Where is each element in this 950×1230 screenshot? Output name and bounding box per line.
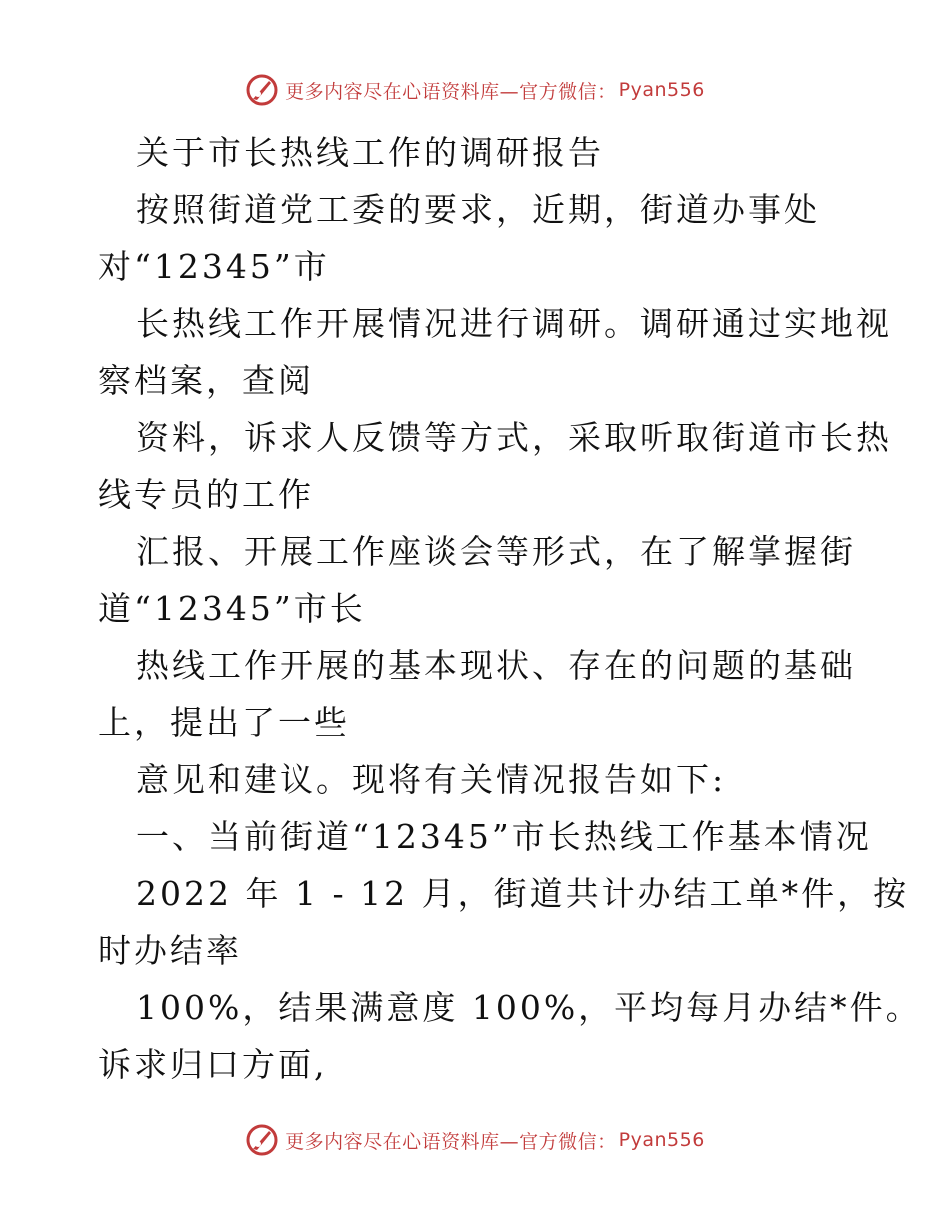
document-body (98, 124, 922, 1093)
watermark-wechat-id: Pyan556 (618, 79, 705, 101)
text-line: 资料，诉求人反馈等方式，采取听取街道市长热 (136, 418, 892, 457)
text-line: 意见和建议。现将有关情况报告如下: (136, 760, 727, 799)
feather-pen-logo-icon (245, 73, 279, 107)
text-line: 时办结率 (98, 931, 242, 970)
text-line: 100%，结果满意度 100%，平均每月办结*件。 (136, 988, 922, 1027)
watermark-text: 更多内容尽在心语资料库—官方微信： (285, 80, 617, 103)
text-line: 按照街道党工委的要求，近期，街道办事处 (136, 190, 820, 229)
watermark-footer (0, 1120, 950, 1160)
text-line: 察档案，查阅 (98, 361, 314, 400)
watermark-text: 更多内容尽在心语资料库—官方微信： (285, 1130, 617, 1153)
text-line: 诉求归口方面, (98, 1045, 328, 1084)
text-line: 热线工作开展的基本现状、存在的问题的基础 (136, 646, 856, 685)
text-line: 对“12345”市 (98, 247, 330, 286)
watermark-wechat-id: Pyan556 (618, 1129, 705, 1151)
feather-pen-logo-icon (245, 1123, 279, 1157)
text-line: 线专员的工作 (98, 475, 314, 514)
text-line: 道“12345”市长 (98, 589, 366, 628)
text-line: 一、当前街道“12345”市长热线工作基本情况 (136, 817, 872, 856)
watermark-header (0, 70, 950, 110)
text-line: 长热线工作开展情况进行调研。调研通过实地视 (136, 304, 892, 343)
text-line: 汇报、开展工作座谈会等形式，在了解掌握街 (136, 532, 856, 571)
text-line: 上，提出了一些 (98, 703, 350, 742)
text-line: 2022 年 1 - 12 月，街道共计办结工单*件，按 (136, 874, 910, 913)
document-title: 关于市长热线工作的调研报告 (136, 133, 604, 172)
